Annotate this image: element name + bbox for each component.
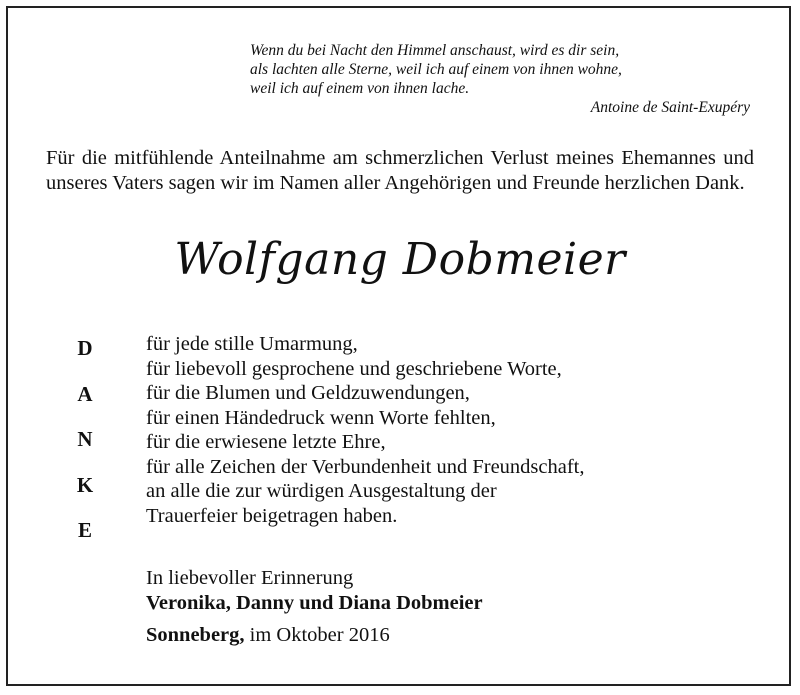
place-city: Sonneberg, xyxy=(146,624,245,646)
signature-names: Veronika, Danny und Diana Dobmeier xyxy=(146,591,483,614)
danke-letter: D xyxy=(77,336,93,360)
signature-intro: In liebevoller Erinnerung xyxy=(146,567,354,589)
reason-line: an alle die zur würdigen Ausgestaltung der xyxy=(146,480,497,502)
quote-line-3: weil ich auf einem von ihnen lache. xyxy=(250,80,470,97)
reason-line: für alle Zeichen der Verbundenheit und Freundschaft, xyxy=(146,455,585,478)
reason-line: für die erwiesene letzte Ehre, xyxy=(146,431,386,453)
quote-author: Antoine de Saint-Exupéry xyxy=(590,99,750,116)
quote-line-1: Wenn du bei Nacht den Himmel anschaust, wird es dir sein, xyxy=(250,42,620,59)
thanks-paragraph: Für die mitfühlende Anteilnahme am schmerzlichen Verlust meines Ehemannes und unseres Vaters sagen wir im Namen aller Angehörigen und Freunde herzlichen Dank. xyxy=(46,147,754,194)
reasons-list xyxy=(146,332,585,528)
signature-block xyxy=(146,566,483,615)
reason-line: für die Blumen und Geldzuwendungen, xyxy=(146,382,470,404)
place-date xyxy=(146,624,390,647)
danke-letter: K xyxy=(76,472,94,497)
place-date-text: im Oktober 2016 xyxy=(249,624,390,646)
danke-acrostic xyxy=(70,336,100,564)
danke-letter: E xyxy=(77,518,92,542)
quote-line-2: als lachten alle Sterne, weil ich auf einem von ihnen wohne, xyxy=(250,61,622,78)
danke-letter: A xyxy=(77,381,93,406)
quote-block xyxy=(250,41,750,117)
danke-letter: N xyxy=(77,427,93,451)
reason-line: für jede stille Umarmung, xyxy=(146,333,358,355)
reason-line: Trauerfeier beigetragen haben. xyxy=(146,504,398,527)
deceased-name: Wolfgang Dobmeier xyxy=(174,234,626,285)
reason-line: für einen Händedruck wenn Worte fehlten, xyxy=(146,406,496,429)
reason-line: für liebevoll gesprochene und geschriebene Worte, xyxy=(146,357,562,380)
